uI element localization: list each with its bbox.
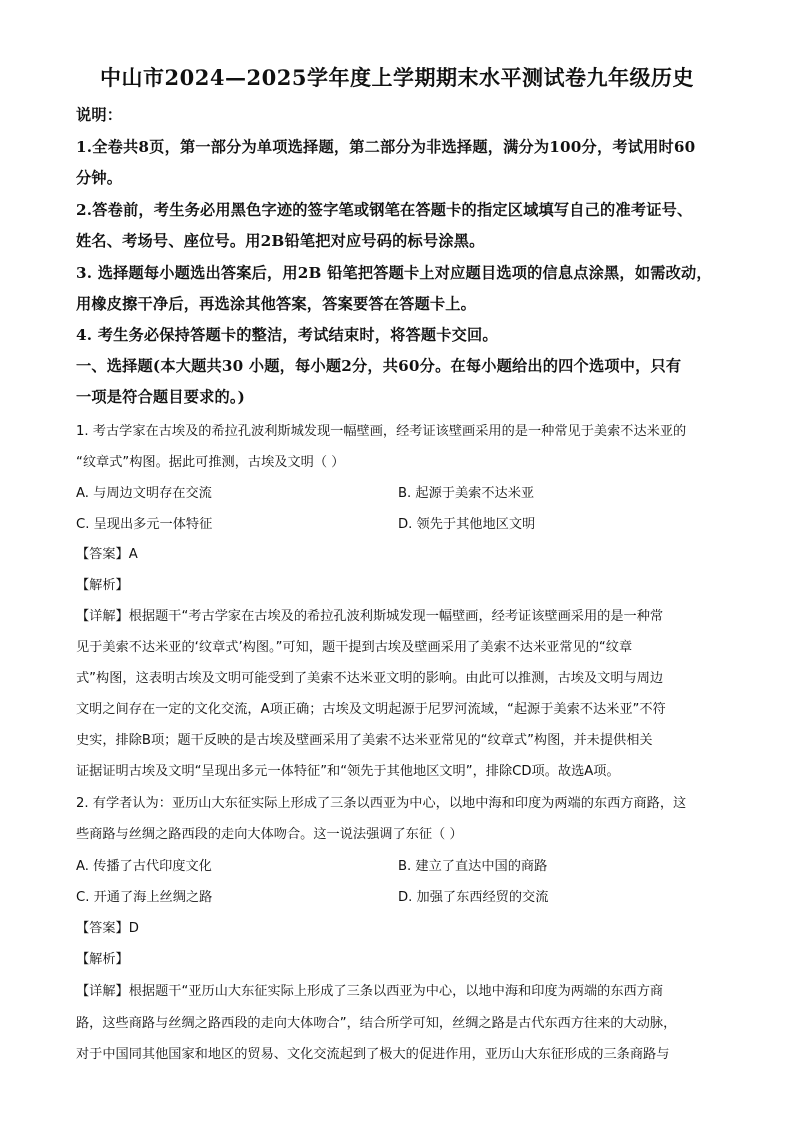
instruction-line: 姓名、考场号、座位号。用2B铅笔把对应号码的标号涂黑。 <box>76 232 485 250</box>
question-stem: 些商路与丝绸之路西段的走向大体吻合。这一说法强调了东征（ ） <box>76 827 463 842</box>
detail-line <box>76 605 663 624</box>
instruction-line: 用橡皮擦干净后，再选涂其他答案，答案要答在答题卡上。 <box>76 295 477 313</box>
page-title: 中山市2024—2025学年度上学期期末水平测试卷九年级历史 <box>100 65 694 90</box>
option-a: A. 与周边文明存在交流 <box>76 486 212 501</box>
detail-line: 路，这些商路与丝绸之路西段的走向大体吻合”，结合所学可知，丝绸之路是古代东西方往来的大动脉， <box>76 1016 677 1031</box>
answer-value: D <box>128 921 139 936</box>
section-heading: 一项是符合题目要求的。) <box>76 388 246 406</box>
detail-text: 根据题干“考古学家在古埃及的希拉孔波利斯城发现一幅壁画，经考证该壁画采用的是一种常 <box>128 609 664 624</box>
question-stem: 1. 考古学家在古埃及的希拉孔波利斯城发现一幅壁画，经考证该壁画采用的是一种常见于美索不达米亚的 <box>76 424 687 439</box>
option-d: D. 领先于其他地区文明 <box>398 517 536 532</box>
answer-line <box>76 543 138 562</box>
option-d: D. 加强了东西经贸的交流 <box>398 890 549 905</box>
section-heading: 一、选择题(本大题共30 小题，每小题2分，共60分。在每小题给出的四个选项中，只有 <box>76 357 682 375</box>
detail-line <box>76 980 663 999</box>
option-c: C. 开通了海上丝绸之路 <box>76 890 213 905</box>
detail-label: 【详解】 <box>76 984 129 999</box>
answer-value: A <box>128 547 138 562</box>
instructions-heading: 说明： <box>76 106 123 124</box>
answer-line <box>76 917 139 936</box>
detail-label: 【详解】 <box>76 609 129 624</box>
answer-label: 【答案】 <box>76 547 129 562</box>
instruction-line: 1.全卷共8页，第一部分为单项选择题，第二部分为非选择题，满分为100分，考试用时60 <box>76 138 696 156</box>
instruction-line: 分钟。 <box>76 169 123 187</box>
detail-line: 证据证明古埃及文明“呈现出多元一体特征”和“领先于其他地区文明”，排除CD项。故选A项。 <box>76 764 620 779</box>
option-c: C. 呈现出多元一体特征 <box>76 517 213 532</box>
option-b: B. 起源于美索不达米亚 <box>398 486 535 501</box>
detail-line: 见于美索不达米亚的‘纹章式’构图。”可知，题干提到古埃及壁画采用了美索不达米亚常见的“纹章 <box>76 640 633 655</box>
instruction-line: 3. 选择题每小题选出答案后，用2B 铅笔把答题卡上对应题目选项的信息点涂黑，如需改动， <box>76 264 712 282</box>
question-stem: “纹章式”构图。据此可推测，古埃及文明（ ） <box>76 455 345 470</box>
detail-text: 根据题干“亚历山大东征实际上形成了三条以西亚为中心，以地中海和印度为两端的东西方商 <box>128 984 664 999</box>
instruction-line: 4. 考生务必保持答题卡的整洁，考试结束时，将答题卡交回。 <box>76 326 498 344</box>
detail-line: 史实，排除B项；题干反映的是古埃及壁画采用了美索不达米亚常见的“纹章式”构图，并未提供相关 <box>76 733 653 748</box>
detail-line: 对于中国同其他国家和地区的贸易、文化交流起到了极大的促进作用，亚历山大东征形成的三条商路与 <box>76 1047 670 1062</box>
option-b: B. 建立了直达中国的商路 <box>398 859 548 874</box>
detail-line: 文明之间存在一定的文化交流，A项正确；古埃及文明起源于尼罗河流域，“起源于美索不达米亚”不符 <box>76 702 666 717</box>
option-a: A. 传播了古代印度文化 <box>76 859 212 874</box>
detail-line: 式”构图，这表明古埃及文明可能受到了美索不达米亚文明的影响。由此可以推测，古埃及文明与周边 <box>76 671 664 686</box>
question-stem: 2. 有学者认为：亚历山大东征实际上形成了三条以西亚为中心，以地中海和印度为两端的东西方商路，这 <box>76 796 687 811</box>
instruction-line: 2.答卷前，考生务必用黑色字迹的签字笔或钢笔在答题卡的指定区域填写自己的准考证号、 <box>76 201 693 219</box>
answer-label: 【答案】 <box>76 921 129 936</box>
analysis-label: 【解析】 <box>76 578 129 593</box>
analysis-label: 【解析】 <box>76 952 129 967</box>
